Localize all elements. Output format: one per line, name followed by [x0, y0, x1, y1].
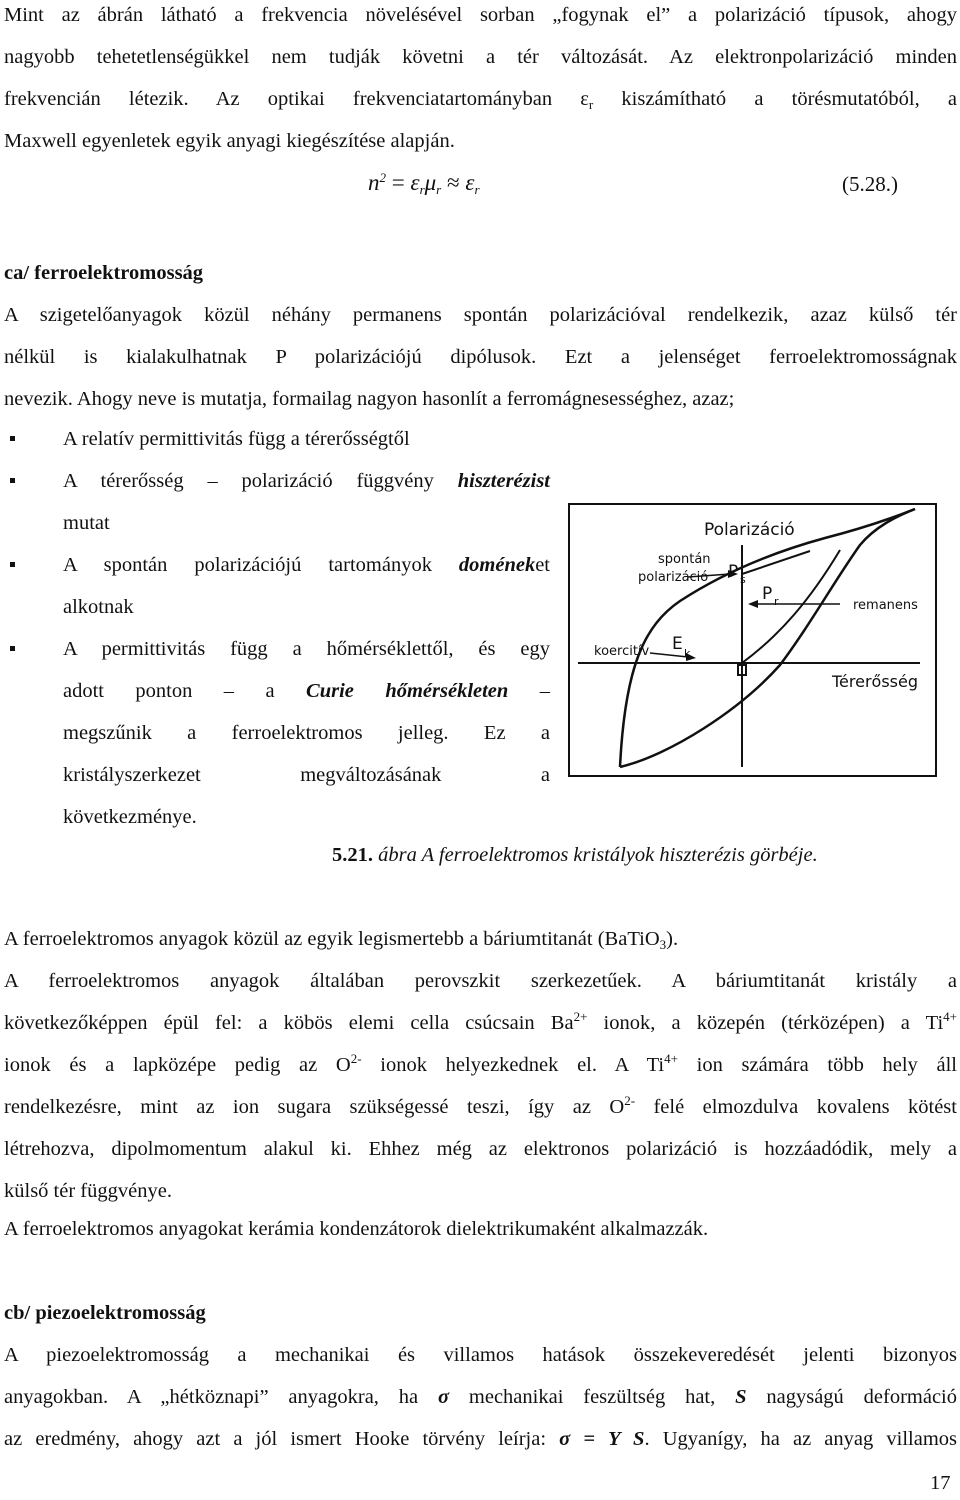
bullet-2-line-1: [63, 468, 550, 494]
bullet-2-text: A térerősség – polarizáció függvény: [63, 470, 458, 492]
bullet-4-line-4: kristályszerkezet megváltozásának a: [63, 764, 550, 786]
hysteresis-figure: [568, 503, 937, 777]
remanens-arrowhead: [748, 600, 758, 608]
bullet-4-line-1: A permittivitás függ a hőmérséklettől, és egy: [63, 638, 550, 660]
bullet-3-emphasis-k: k: [524, 554, 536, 576]
hooke-equation: σ = Y S: [559, 1428, 645, 1450]
batio-line-2: A ferroelektromos anyagok általában perovszkit szerkezetűek. A báriumtitanát kristály a: [4, 970, 957, 992]
eps-r-subscript: r: [588, 97, 594, 112]
cb-line-2-c: nagyságú deformáció: [746, 1386, 957, 1408]
formula-approx: ≈: [441, 170, 466, 195]
formula-equals: =: [386, 170, 411, 195]
bullet-2-line-2: mutat: [63, 512, 110, 534]
ti-charge-2: 4+: [664, 1051, 678, 1066]
figure-label-remanens: remanens: [853, 598, 918, 613]
bullet-3-text: A spontán polarizációjú tartományok: [63, 554, 459, 576]
figure-label-polarizacio: Polarizáció: [704, 520, 795, 540]
ti-charge: 4+: [943, 1009, 957, 1024]
cb-line-3-a: az eredmény, ahogy azt a jól ismert Hooke törvény leírja:: [4, 1428, 560, 1450]
formula-n: n: [368, 170, 380, 195]
bullet-4-line-5: következménye.: [63, 806, 197, 828]
formula-epsilon-2: ε: [465, 170, 475, 195]
figure-label-ps-sub: s: [740, 573, 746, 586]
bullet-marker-3: [10, 562, 15, 567]
formula-epsilon: ε: [410, 170, 420, 195]
hysteresis-diagram: [570, 505, 935, 775]
bullet-2-emphasis: hiszterézist: [457, 470, 550, 492]
cb-line-1: A piezoelektromosság a mechanikai és villamos hatások összekeveredését jelenti bizonyos: [4, 1344, 957, 1366]
bullet-4-line-2: [63, 678, 550, 704]
intro-line-2: nagyobb tehetetlenségükkel nem tudják követni a tér változását. Az elektronpolarizáció minden: [4, 46, 957, 68]
ca-p1-line-1: A szigetelőanyagok közül néhány permanens spontán polarizációval rendelkezik, azaz külső tér: [4, 304, 957, 326]
figure-label-ps: P: [728, 562, 739, 582]
figure-label-pr-sub: r: [774, 595, 779, 608]
batio-line-7: külső tér függvénye.: [4, 1180, 172, 1202]
intro-line-3-end: kiszámítható a törésmutatóból, a: [593, 88, 957, 110]
batio-line-3: [4, 1010, 957, 1036]
intro-line-3: [4, 86, 957, 112]
intro-line-3-text: frekvencián létezik. Az optikai frekvenciatartományban ε: [4, 88, 589, 110]
figure-label-polarizacio-small: polarizáció: [638, 570, 709, 585]
bullet-1: A relatív permittivitás függ a térerősségtől: [63, 428, 410, 450]
batio-line-5-b: felé elmozdulva kovalens kötést: [635, 1096, 957, 1118]
ca-p1-line-2: nélkül is kialakulhatnak P polarizációjú dipólusok. Ezt a jelenséget ferroelektromosságnak: [4, 346, 957, 368]
o-charge: 2-: [350, 1051, 362, 1066]
section-cb-heading: cb/ piezoelektromosság: [4, 1302, 206, 1324]
figure-label-ek: E: [672, 634, 683, 654]
figure-caption-text: ábra A ferroelektromos kristályok hiszterézis görbéje.: [373, 844, 818, 866]
bullet-marker-1: [10, 436, 15, 441]
bullet-marker-2: [10, 478, 15, 483]
batio-line-3-a: következőképpen épül fel: a köbös elemi cella csúcsain Ba: [4, 1012, 574, 1034]
batio-line-5-a: rendelkezésre, mint az ion sugara szükségessé teszi, így az O: [4, 1096, 625, 1118]
batio-line-6: létrehozva, dipolmomentum alakul ki. Ehhez még az elektronos polarizáció is hozzáadódik, mely a: [4, 1138, 957, 1160]
bullet-3-line-1: [63, 552, 550, 578]
bullet-3-emphasis: doméne: [458, 554, 525, 576]
cb-line-2: [4, 1384, 957, 1410]
ca-p1-line-3: nevezik. Ahogy neve is mutatja, formailag nagyon hasonlít a ferromágnesességhez, azaz;: [4, 388, 735, 410]
formula-sub-r: r: [419, 182, 425, 197]
figure-label-koercitiv: koercitív: [594, 644, 650, 659]
batio-line-1: [4, 926, 957, 952]
bullet-4-dash: –: [508, 680, 550, 702]
hysteresis-upper-branch: [620, 509, 915, 767]
cb-line-2-a: anyagokban. A „hétköznapi” anyagokra, ha: [4, 1386, 438, 1408]
formula-sub-r-3: r: [474, 182, 480, 197]
figure-label-spontan: spontán: [658, 552, 711, 567]
figure-label-ek-sub: k: [684, 647, 691, 660]
batio-line-4-b: ionok helyezkednek el. A Ti: [361, 1054, 665, 1076]
intro-line-4: Maxwell egyenletek egyik anyagi kiegészítése alapján.: [4, 130, 455, 152]
bullet-3-suffix: et: [535, 554, 550, 576]
page-number: 17: [930, 1472, 951, 1494]
bullet-marker-4: [10, 646, 15, 651]
sigma-symbol: σ: [437, 1386, 450, 1408]
batio-line-1-text: A ferroelektromos anyagok közül az egyik legismertebb a báriumtitanát (BaTiO: [4, 928, 660, 950]
batio-line-8: A ferroelektromos anyagokat kerámia kondenzátorok dielektrikumaként alkalmazzák.: [4, 1218, 709, 1240]
batio-subscript: 3: [659, 937, 667, 952]
s-symbol: S: [735, 1386, 747, 1408]
batio-line-3-b: ionok, a közepén (térközépen) a Ti: [587, 1012, 944, 1034]
formula-exponent: 2: [379, 170, 386, 185]
intro-line-1: Mint az ábrán látható a frekvencia növelésével sorban „fogynak el” a polarizáció típusok, ahogy: [4, 4, 957, 26]
bullet-4-line-3: megszűnik a ferroelektromos jelleg. Ez a: [63, 722, 550, 744]
figure-label-pr: P: [762, 584, 773, 604]
batio-line-4-c: ion számára több hely áll: [677, 1054, 958, 1076]
cb-line-3: [4, 1426, 957, 1452]
curie-temperature-emphasis: Curie hőmérsékleten: [306, 680, 509, 702]
batio-line-5: [4, 1094, 957, 1120]
figure-label-tererosseg: Térerősség: [832, 672, 919, 691]
hysteresis-lower-branch: [620, 509, 915, 767]
section-ca-heading: ca/ ferroelektromosság: [4, 262, 204, 284]
batio-line-4-a: ionok és a lapközépe pedig az O: [4, 1054, 351, 1076]
figure-caption-number: 5.21.: [332, 844, 373, 866]
bullet-4-text: adott ponton – a: [63, 680, 307, 702]
o-charge-2: 2-: [624, 1093, 636, 1108]
equation-number: (5.28.): [842, 172, 898, 196]
formula-mu: μ: [424, 170, 437, 195]
bullet-3-line-2: alkotnak: [63, 596, 134, 618]
formula-5-28: [368, 170, 480, 196]
ba-charge: 2+: [573, 1009, 588, 1024]
figure-caption: [332, 842, 818, 868]
formula-sub-r-2: r: [436, 182, 442, 197]
cb-line-3-b: . Ugyanígy, ha az anyag villamos: [644, 1428, 957, 1450]
batio-line-4: [4, 1052, 957, 1078]
cb-line-2-b: mechanikai feszültség hat,: [449, 1386, 736, 1408]
batio-line-1-end: ).: [666, 928, 679, 950]
